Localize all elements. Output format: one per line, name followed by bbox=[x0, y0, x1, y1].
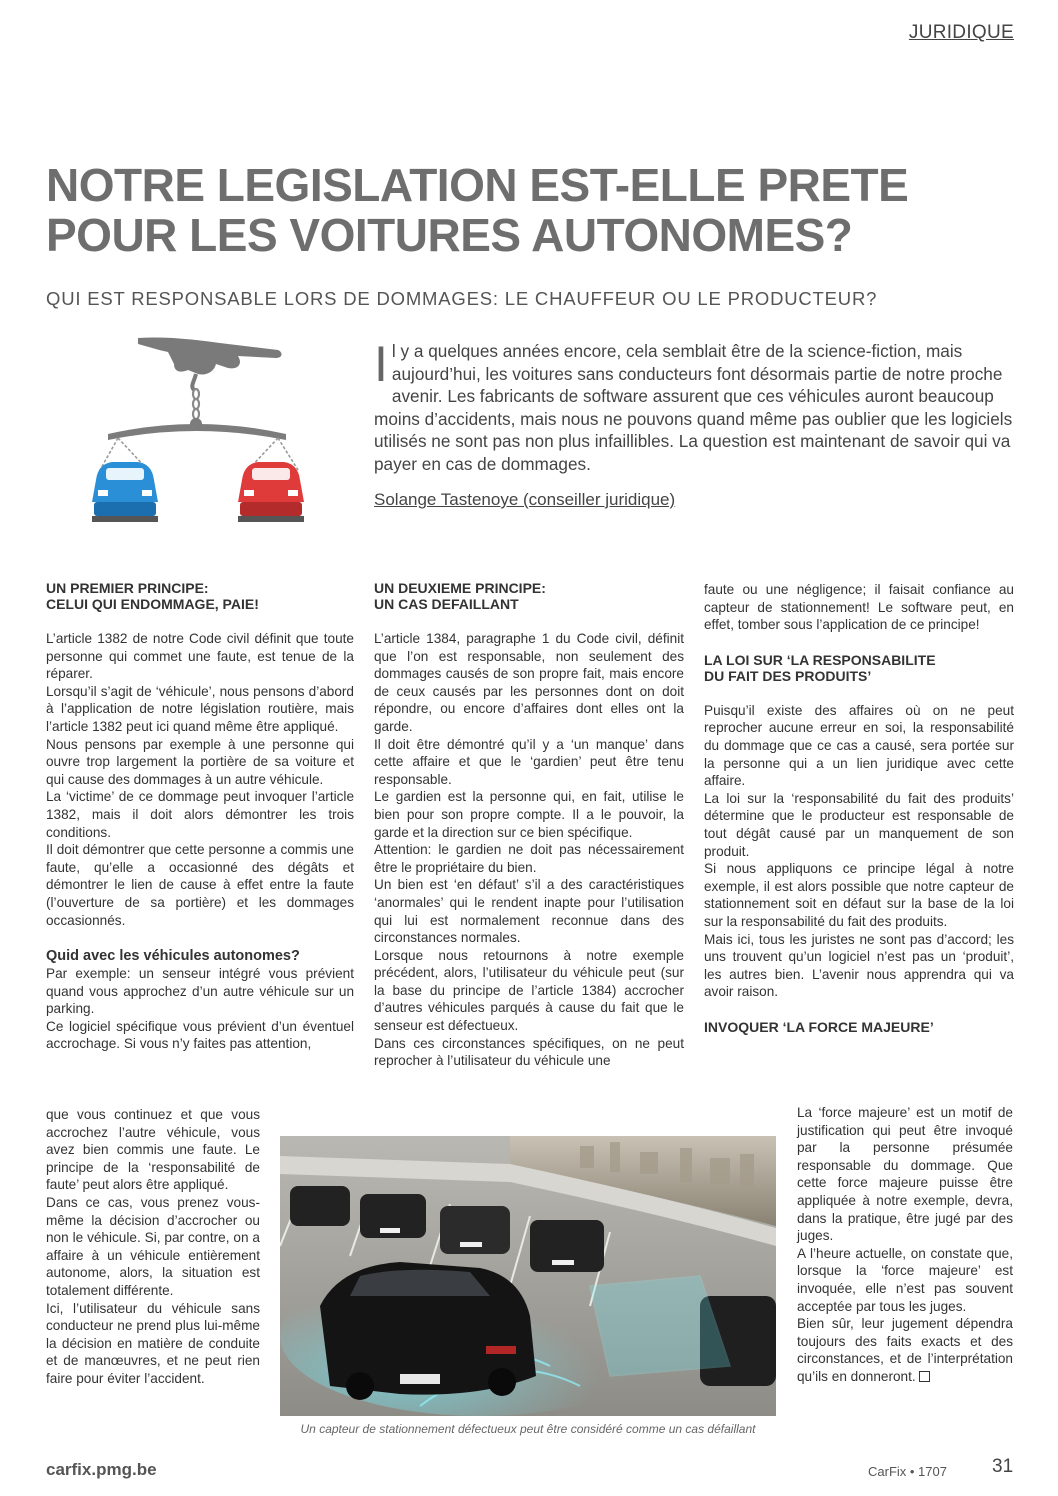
page-number: 31 bbox=[992, 1456, 1014, 1477]
paragraph: Lorsque nous retournons à notre exemple précédent, alors, l’utilisateur du véhicule peut (sur la base du principe de l’article 1384) accrocher d’autres véhicules parqués à cause du fait que le senseur est défectueux. bbox=[374, 947, 684, 1034]
paragraph: Lorsqu’il s’agit de ‘véhicule’, nous pensons d’abord à l’application de notre législation routière, mais l’article 1382 peut ici quand même être appliqué. bbox=[46, 683, 354, 734]
paragraph: Dans ce cas, vous prenez vous-même la décision d’accrocher ou non le véhicule. Si, par contre, on a affaire à un véhicule entièrement autonome, alors, la situation est totalement différente. bbox=[46, 1194, 260, 1298]
article-subtitle: QUI EST RESPONSABLE LORS DE DOMMAGES: LE CHAUFFEUR OU LE PRODUCTEUR? bbox=[46, 288, 878, 309]
paragraph: Mais ici, tous les juristes ne sont pas d’accord; les uns trouvent qu’un logiciel n’est pas un ‘produit’, les autres bien. L’avenir nous apprendra qui va avoir raison. bbox=[704, 931, 1014, 1000]
paragraph: La loi sur la ‘responsabilité du fait des produits’ détermine que le producteur est responsable de tout dégât causé par un manquement de son produit. bbox=[704, 790, 1014, 859]
column-3-continued bbox=[797, 1104, 1013, 1386]
title-line-2: POUR LES VOITURES AUTONOMES? bbox=[46, 209, 853, 261]
paragraph: Si nous appliquons ce principe légal à notre exemple, il est alors possible que notre capteur de stationnement soit en défaut sur la base de la loi sur la responsabilité du fait des produits. bbox=[704, 861, 1014, 929]
paragraph: Ici, l’utilisateur du véhicule sans conducteur ne prend plus lui-même la décision en matière de conduite et de manœuvres, et ne peut rien faire pour éviter l’accident. bbox=[46, 1300, 260, 1386]
lead-dropcap: I bbox=[374, 336, 388, 392]
footer-magazine-issue: CarFix • 1707 bbox=[868, 1464, 947, 1479]
paragraph: Dans ces circonstances spécifiques, on ne peut reprocher à l’utilisateur du véhicule une bbox=[374, 1035, 684, 1069]
paragraph: L’article 1384, paragraphe 1 du Code civil, définit que l’on est responsable, non seulement des dommages causés de son propre fait, mais encore de ceux causés par les personnes dont on doit répondre, ou encore d’affaires dont elles ont la garde. bbox=[374, 631, 684, 734]
parking-sensor-photo bbox=[280, 1136, 776, 1416]
paragraph: faute ou une négligence; il faisait confiance au capteur de stationnement! Le software peut, en effet, tomber sous l’application de ce principe! bbox=[704, 582, 1014, 633]
paragraph: La ‘victime’ de ce dommage peut invoquer l’article 1382, mais il doit alors démontrer les trois conditions. bbox=[46, 789, 354, 840]
paragraph: Attention: le gardien ne doit pas nécessairement être le propriétaire du bien. bbox=[374, 842, 684, 875]
paragraph: Par exemple: un senseur intégré vous prévient quand vous approchez d’un autre véhicule sur un parking. bbox=[46, 966, 354, 1017]
paragraph-text: Bien sûr, leur jugement dépendra toujours des faits exacts et des circonstances, et de l’interprétation qu’ils en donneront. bbox=[797, 1316, 1013, 1384]
heading-vehicules-autonomes: Quid avec les véhicules autonomes? bbox=[46, 948, 300, 965]
paragraph: Puisqu’il existe des affaires où on ne peut reprocher aucune erreur en soi, la responsabilité du dommage que ce cas a causé, sera portée sur la personne qui a un lien juridique avec cette affaire. bbox=[704, 702, 1014, 789]
title-line-1: NOTRE LEGISLATION EST-ELLE PRETE bbox=[46, 159, 909, 211]
paragraph: La ‘force majeure’ est un motif de justification qui peut être invoqué par la personne présumée responsable du dommage. Que cette force majeure puisse être appliquée à notre exemple, devra, dans la pratique, être jugé par des juges. bbox=[797, 1105, 1013, 1244]
balance-scale-cars-icon bbox=[78, 330, 318, 530]
article-lead bbox=[374, 336, 1014, 476]
article-author: Solange Tastenoye (conseiller juridique) bbox=[374, 490, 676, 509]
paragraph: L’article 1382 de notre Code civil définit que toute personne qui commet une faute, est tenue de la réparer. bbox=[46, 631, 354, 682]
paragraph: Un bien est ‘en défaut’ s’il a des caractéristiques ‘anormales’ qui le rendent inapte pour l’utilisation qui lui est normalement reconnue dans des circonstances normales. bbox=[374, 877, 684, 946]
column-2 bbox=[374, 580, 684, 1070]
paragraph: Nous pensons par exemple à une personne qui ouvre trop largement la portière de sa voiture et qui cause des dommages à un autre véhicule. bbox=[46, 736, 354, 787]
column-1-continued bbox=[46, 1106, 260, 1388]
heading-line: DU FAIT DES PRODUITS’ bbox=[704, 667, 872, 684]
paragraph: A l’heure actuelle, on constate que, lorsque la ‘force majeure’ est invoquée, elle n’est pas souvent acceptée par tous les juges. bbox=[797, 1245, 1013, 1314]
section-label: JURIDIQUE bbox=[908, 22, 1014, 43]
heading-responsabilite-produits bbox=[704, 652, 1014, 684]
heading-line: UN PREMIER PRINCIPE: bbox=[46, 580, 209, 596]
column-1 bbox=[46, 580, 354, 1053]
paragraph: Il doit démontrer que cette personne a commis une faute, qu’elle a occasionné des dégâts et démontrer le lien de cause à effet entre la faute (l’ouverture de sa portière) et les dommages occasionnés. bbox=[46, 842, 354, 928]
heading-line: CELUI QUI ENDOMMAGE, PAIE! bbox=[46, 596, 259, 612]
heading-line: UN CAS DEFAILLANT bbox=[374, 596, 519, 612]
heading-premier-principe bbox=[46, 580, 354, 612]
heading-line: LA LOI SUR ‘LA RESPONSABILITE bbox=[704, 651, 936, 668]
lead-text: l y a quelques années encore, cela semblait être de la science-fiction, mais aujourd’hui, les voitures sans conducteurs font désormais partie de notre proche avenir. Les fabricants de software assurent que ces véhicules auront beaucoup moins d’accidents, mais nous ne pouvons quand même pas oublier que les logiciels utilisés ne sont pas non plus infaillibles. La question est maintenant de savoir qui va payer en cas de dommages. bbox=[374, 341, 1013, 474]
paragraph: Le gardien est la personne qui, en fait, utilise le bien pour son propre compte. Il a le pouvoir, la garde et la direction sur ce bien spécifique. bbox=[374, 789, 684, 840]
article-title bbox=[46, 160, 946, 260]
paragraph: que vous continuez et que vous accrochez l’autre véhicule, vous avez bien commis une faute. Le principe de la ‘responsabilité de faute’ peut alors être appliqué. bbox=[46, 1107, 260, 1193]
heading-line: UN DEUXIEME PRINCIPE: bbox=[374, 580, 546, 596]
paragraph: Il doit être démontré qu’il y a ‘un manque’ dans cette affaire et que le ‘gardien’ peut être tenu responsable. bbox=[374, 736, 684, 787]
heading-deuxieme-principe bbox=[374, 580, 684, 612]
end-of-article-icon bbox=[919, 1371, 930, 1382]
paragraph bbox=[797, 1315, 1013, 1385]
photo-caption: Un capteur de stationnement défectueux peut être considéré comme un cas défaillant bbox=[300, 1422, 756, 1436]
heading-force-majeure: INVOQUER ‘LA FORCE MAJEURE’ bbox=[704, 1018, 934, 1035]
footer-url[interactable]: carfix.pmg.be bbox=[46, 1460, 157, 1479]
paragraph: Ce logiciel spécifique vous prévient d’un éventuel accrochage. Si vous n’y faites pas attention, bbox=[46, 1018, 354, 1052]
column-3 bbox=[704, 581, 1014, 1035]
